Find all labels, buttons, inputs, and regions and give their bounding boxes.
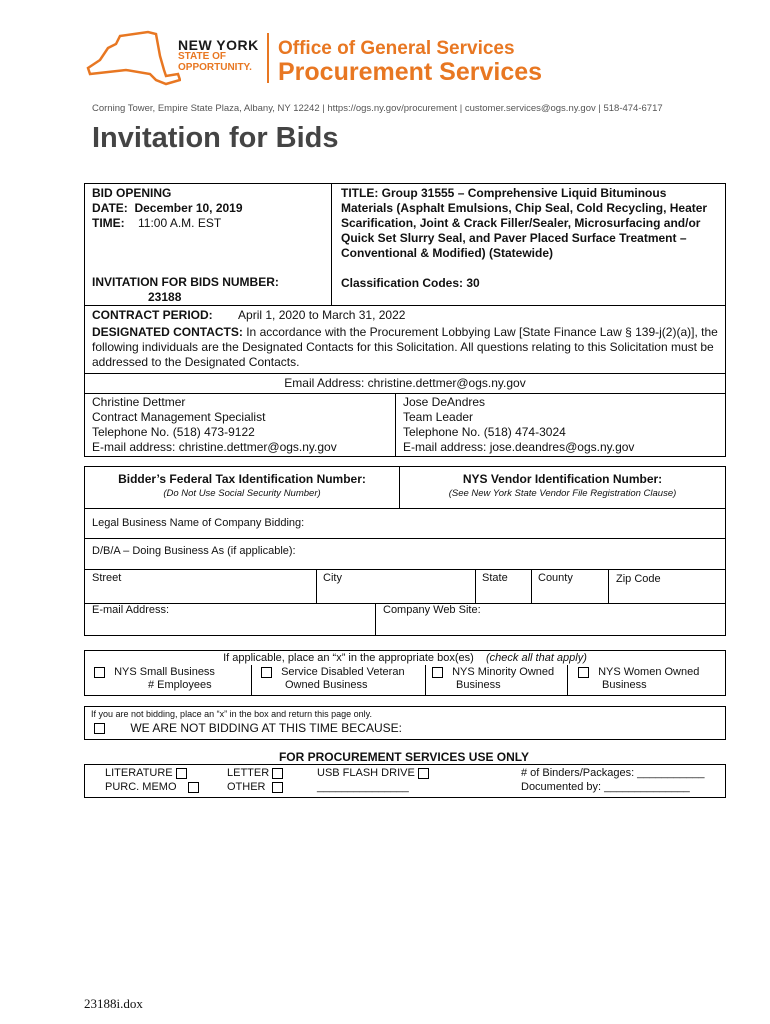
contact-1 bbox=[92, 395, 337, 455]
footer-filename: 23188i.dox bbox=[84, 996, 143, 1011]
designated-label: DESIGNATED CONTACTS: bbox=[92, 325, 243, 339]
website-field[interactable]: Company Web Site: bbox=[383, 604, 481, 616]
contract-period-value: April 1, 2020 to March 31, 2022 bbox=[238, 308, 406, 322]
legal-name-field[interactable]: Legal Business Name of Company Bidding: bbox=[92, 517, 305, 529]
contact-email: E-mail address: jose.deandres@ogs.ny.gov bbox=[403, 440, 635, 454]
other-label: OTHER bbox=[227, 781, 266, 793]
applicable-instructions bbox=[85, 652, 725, 664]
bid-opening bbox=[92, 186, 243, 231]
state-name: NEW YORK bbox=[178, 37, 259, 53]
not-bidding-label: WE ARE NOT BIDDING AT THIS TIME BECAUSE: bbox=[130, 721, 402, 735]
divider bbox=[375, 603, 376, 635]
applicable-text: If applicable, place an “x” in the appropriate box(es) bbox=[223, 652, 474, 664]
divider bbox=[567, 665, 568, 695]
employees-label: # Employees bbox=[148, 679, 212, 691]
state-of: STATE OF bbox=[178, 51, 226, 62]
use-col-2 bbox=[227, 766, 283, 794]
certification-box bbox=[84, 650, 726, 696]
documented-field[interactable]: Documented by: ______________ bbox=[521, 781, 690, 793]
divider bbox=[85, 508, 725, 509]
women-label: NYS Women Owned bbox=[598, 666, 700, 678]
divider bbox=[531, 569, 532, 603]
usb-label: USB FLASH DRIVE bbox=[317, 767, 415, 779]
divider bbox=[85, 305, 725, 306]
divider bbox=[85, 538, 725, 539]
not-bidding-note: If you are not bidding, place an “x” in the box and return this page only. bbox=[91, 709, 373, 719]
literature-checkbox[interactable] bbox=[176, 768, 187, 779]
ifb-number bbox=[92, 275, 279, 305]
use-col-1 bbox=[105, 766, 199, 794]
county-field[interactable]: County bbox=[538, 572, 573, 584]
small-business-checkbox[interactable] bbox=[94, 667, 105, 678]
vendor-id-note: (See New York State Vendor File Registration Clause) bbox=[448, 488, 677, 499]
time-label: TIME: bbox=[92, 216, 125, 230]
contact-phone: Telephone No. (518) 474-3024 bbox=[403, 425, 566, 439]
contact-name: Jose DeAndres bbox=[403, 395, 486, 409]
divider bbox=[85, 373, 725, 374]
dba-field[interactable]: D/B/A – Doing Business As (if applicable): bbox=[92, 545, 296, 557]
binders-field[interactable]: # of Binders/Packages: ___________ bbox=[521, 767, 705, 779]
applicable-note: (check all that apply) bbox=[486, 652, 587, 664]
contract-period bbox=[92, 308, 405, 322]
divider bbox=[316, 569, 317, 603]
procurement-use-title: FOR PROCUREMENT SERVICES USE ONLY bbox=[278, 750, 530, 764]
usb-checkbox[interactable] bbox=[418, 768, 429, 779]
divider bbox=[608, 569, 609, 603]
small-business-option bbox=[94, 666, 215, 692]
divider bbox=[425, 665, 426, 695]
vendor-id-label[interactable]: NYS Vendor Identification Number: bbox=[462, 472, 663, 486]
contact-phone: Telephone No. (518) 473-9122 bbox=[92, 425, 255, 439]
department-name: Procurement Services bbox=[278, 58, 543, 86]
sdv-label: Service Disabled Veteran bbox=[281, 666, 405, 678]
sdv-label-2: Owned Business bbox=[285, 679, 368, 691]
contact-name: Christine Dettmer bbox=[92, 395, 186, 409]
contract-period-label: CONTRACT PERIOD: bbox=[92, 308, 213, 322]
date-value: December 10, 2019 bbox=[134, 201, 243, 215]
usb-blank: _______________ bbox=[317, 781, 409, 793]
agency-name: Office of General Services bbox=[278, 38, 515, 59]
use-col-3 bbox=[317, 766, 429, 794]
state-field[interactable]: State bbox=[482, 572, 508, 584]
literature-label: LITERATURE bbox=[105, 767, 173, 779]
not-bidding-checkbox[interactable] bbox=[94, 723, 105, 734]
women-checkbox[interactable] bbox=[578, 667, 589, 678]
purc-memo-label: PURC. MEMO bbox=[105, 781, 177, 793]
page-title: Invitation for Bids bbox=[92, 122, 339, 154]
divider bbox=[331, 184, 332, 305]
address-line: Corning Tower, Empire State Plaza, Albany, NY 12242 | https://ogs.ny.gov/procurement | customer.services@ogs.ny.gov | 518-474-6717 bbox=[92, 103, 663, 114]
divider bbox=[475, 569, 476, 603]
divider bbox=[251, 665, 252, 695]
designated-contacts bbox=[92, 325, 720, 370]
time-value: 11:00 A.M. EST bbox=[138, 216, 222, 230]
tax-id-note: (Do Not Use Social Security Number) bbox=[163, 488, 321, 499]
header-divider bbox=[267, 33, 269, 83]
ny-wordmark bbox=[178, 37, 259, 73]
not-bidding-option bbox=[94, 721, 402, 735]
divider bbox=[85, 569, 725, 570]
tax-id-label[interactable]: Bidder’s Federal Tax Identification Number: bbox=[118, 472, 366, 486]
not-bidding-box bbox=[84, 706, 726, 740]
women-option bbox=[578, 666, 699, 692]
other-checkbox[interactable] bbox=[272, 782, 283, 793]
contact-2 bbox=[403, 395, 634, 455]
opportunity: OPPORTUNITY. bbox=[178, 62, 252, 73]
classification-codes: Classification Codes: 30 bbox=[341, 276, 480, 290]
minority-label: NYS Minority Owned bbox=[452, 666, 555, 678]
email-address-line: Email Address: christine.dettmer@ogs.ny.gov bbox=[284, 376, 526, 390]
women-label-2: Business bbox=[602, 679, 647, 691]
city-field[interactable]: City bbox=[323, 572, 342, 584]
use-col-4 bbox=[521, 766, 704, 794]
purc-memo-checkbox[interactable] bbox=[188, 782, 199, 793]
email-field[interactable]: E-mail Address: bbox=[92, 604, 170, 616]
bidder-info-box bbox=[84, 466, 726, 636]
minority-option bbox=[432, 666, 554, 692]
ifb-number-value: 23188 bbox=[148, 290, 182, 304]
ny-state-shape-icon bbox=[86, 30, 181, 92]
date-label: DATE: bbox=[92, 201, 128, 215]
letter-checkbox[interactable] bbox=[272, 768, 283, 779]
letter-label: LETTER bbox=[227, 767, 270, 779]
contact-role: Contract Management Specialist bbox=[92, 410, 266, 424]
street-field[interactable]: Street bbox=[92, 572, 122, 584]
minority-checkbox[interactable] bbox=[432, 667, 443, 678]
bid-opening-label: BID OPENING bbox=[92, 186, 172, 200]
sdv-option bbox=[261, 666, 405, 692]
small-business-label: NYS Small Business bbox=[114, 666, 215, 678]
bid-title: TITLE: Group 31555 – Comprehensive Liquid Bituminous Materials (Asphalt Emulsions, Chip Seal, Cold Recycling, Heater Scarification, Joint & Crack Filler/Sealer, Microsurfacing and/or Quick Set Slurry Seal, and Paver Placed Surface Treatment – Conventional & Modified) (Statewide) bbox=[341, 186, 708, 260]
designated-text: In accordance with the Procurement Lobbying Law [State Finance Law § 139-j(2)(a)], the following individuals are the Designated Contacts for this Solicitation. All questions relating to this Solicitation must be addressed to the Designated Contacts. bbox=[92, 325, 718, 369]
contact-email: E-mail address: christine.dettmer@ogs.ny.gov bbox=[92, 440, 337, 454]
divider bbox=[395, 393, 396, 456]
zip-field[interactable]: Zip Code bbox=[616, 573, 661, 585]
contact-role: Team Leader bbox=[403, 410, 474, 424]
divider bbox=[85, 393, 725, 394]
ifb-number-label: INVITATION FOR BIDS NUMBER: bbox=[92, 275, 279, 289]
bid-info-box bbox=[84, 183, 726, 457]
minority-label-2: Business bbox=[456, 679, 501, 691]
procurement-use-box bbox=[84, 764, 726, 798]
sdv-checkbox[interactable] bbox=[261, 667, 272, 678]
